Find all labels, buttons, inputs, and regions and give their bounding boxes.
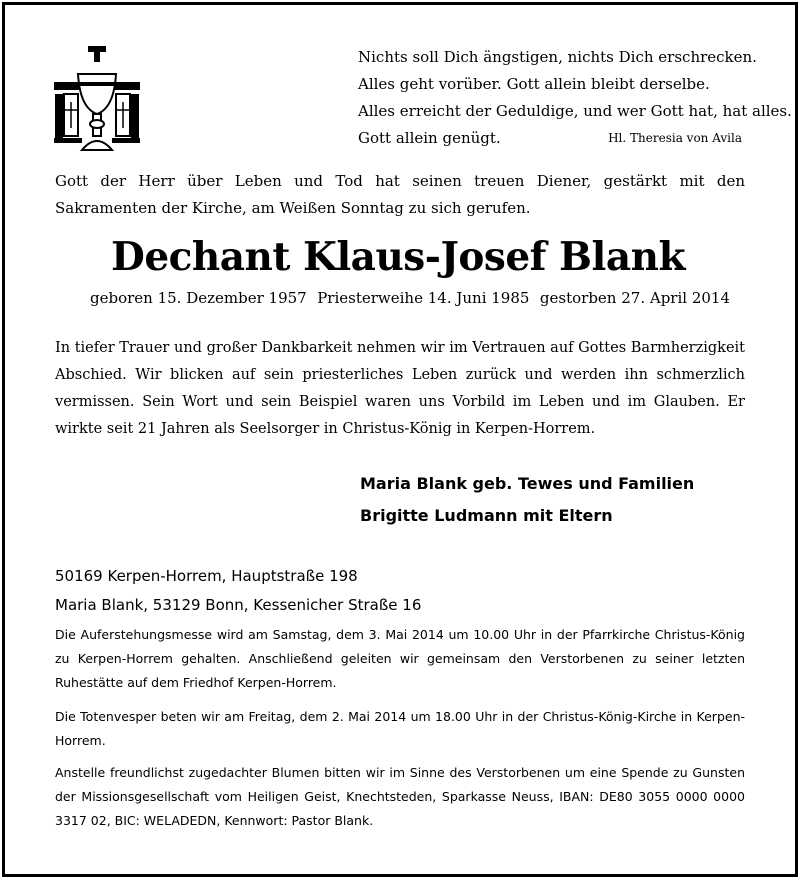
death-date: gestorben 27. April 2014 [539,289,730,307]
verse-block [358,44,792,152]
address-line: Maria Blank, 53129 Bonn, Kessenicher Straße 16 [55,596,422,614]
verse-attribution: Hl. Theresia von Avila [608,131,742,145]
chalice-cross-icon [52,46,142,158]
mourner: Maria Blank geb. Tewes und Familien [360,474,695,493]
intro-text: Gott der Herr über Leben und Tod hat seinen treuen Diener, gestärkt mit den Sakramenten der Kirche, am Weißen Sonntag zu sich gerufen. [55,172,745,217]
address-block [55,562,421,620]
mourner: Brigitte Ludmann mit Eltern [360,506,613,525]
address-line: 50169 Kerpen-Horrem, Hauptstraße 198 [55,567,358,585]
donation-notice: Anstelle freundlichst zugedachter Blumen bitten wir im Sinne des Verstorbenen um eine Spende zu Gunsten der Missionsgesellschaft vom Heiligen Geist, Knechtsteden, Sparkasse Neuss, IBAN: DE80 3055 0000 0000 3317 02, BIC: WELADEDN, Kennwort: Pastor Blank. [55,765,745,828]
verse-line: Alles erreicht der Geduldige, und wer Gott hat, hat alles. [358,102,792,120]
verse-line: Nichts soll Dich ängstigen, nichts Dich erschrecken. [358,48,757,66]
verse-line: Alles geht vorüber. Gott allein bleibt derselbe. [358,75,710,93]
ordination-date: Priesterweihe 14. Juni 1985 [317,289,530,307]
mourners-list [360,468,694,532]
life-dates [90,289,730,307]
deceased-name: Dechant Klaus-Josef Blank [111,234,685,280]
verse-last-line: Gott allein genügt. [358,129,501,147]
vespers-notice: Die Totenvesper beten wir am Freitag, dem 2. Mai 2014 um 18.00 Uhr in der Christus-König-Kirche in Kerpen-Horrem. [55,709,745,748]
funeral-mass-notice: Die Auferstehungsmesse wird am Samstag, dem 3. Mai 2014 um 10.00 Uhr in der Pfarrkirche Christus-König zu Kerpen-Horrem gehalten. Anschließend geleiten wir gemeinsam den Verstorbenen zu seiner letzten Ruhestätte auf dem Friedhof Kerpen-Horrem. [55,627,745,690]
farewell-text: In tiefer Trauer und großer Dankbarkeit nehmen wir im Vertrauen auf Gottes Barmherzigkeit Abschied. Wir blicken auf sein priesterliches Leben zurück und werden ihn schmerzlich vermissen. Sein Wort und sein Beispiel waren uns Vorbild im Leben und im Glauben. Er wirkte seit 21 Jahren als Seelsorger in Christus-König in Kerpen-Horrem. [55,340,745,437]
birth-date: geboren 15. Dezember 1957 [90,289,307,307]
verse-line [358,125,758,152]
